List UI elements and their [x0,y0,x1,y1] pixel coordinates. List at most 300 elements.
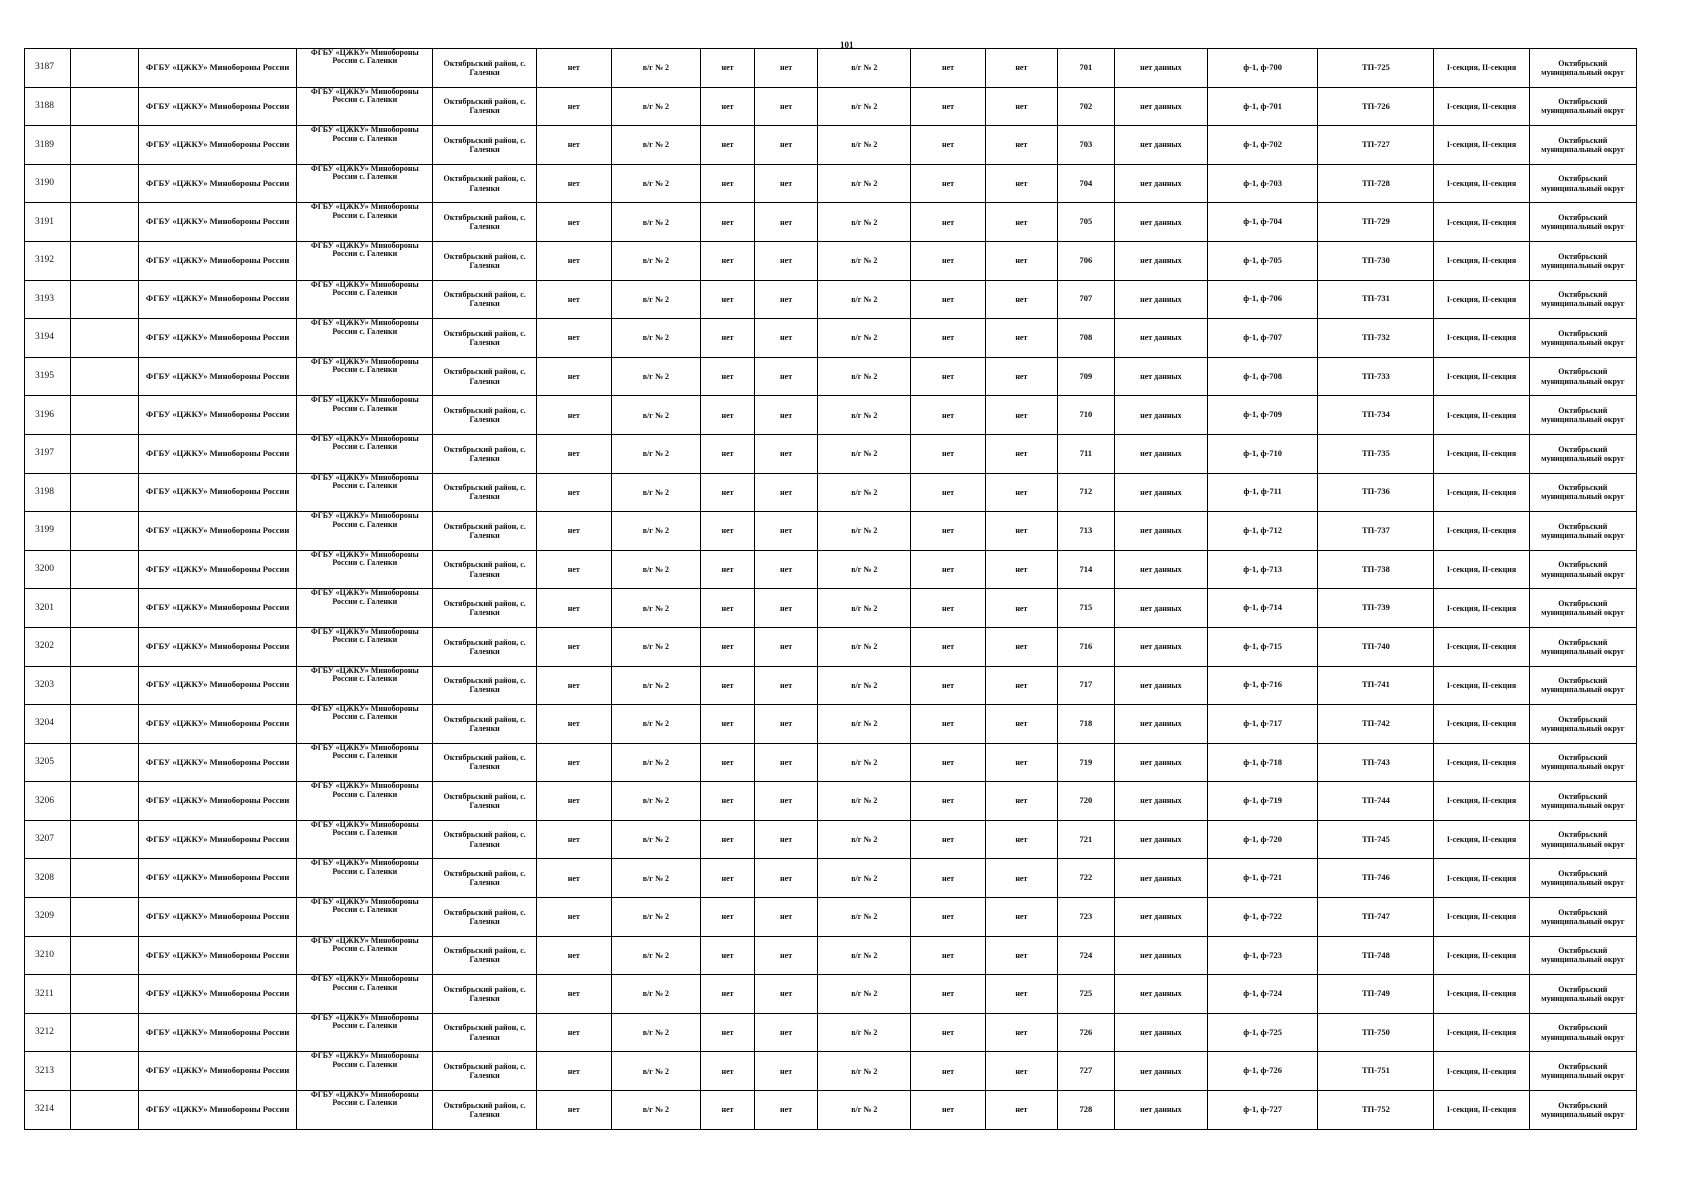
military-town-2-cell: в/г № 2 [818,936,911,975]
row-number: 3213 [25,1052,71,1091]
owner-location-cell: ФГБУ «ЦЖКУ» Минобороны России с. Галенки [297,203,433,242]
owner-cell: ФГБУ «ЦЖКУ» Минобороны России [138,357,297,396]
owner-cell: ФГБУ «ЦЖКУ» Минобороны России [138,627,297,666]
value-c-cell: нет [701,666,755,705]
feeder-cell: ф-1, ф-720 [1207,820,1318,859]
value-d-cell: нет [754,550,817,589]
value-c-cell: нет [701,49,755,88]
empty-cell [70,820,138,859]
district-cell: Октябрьский муниципальный округ [1529,1091,1636,1130]
object-id-cell: 719 [1057,743,1114,782]
district-cell: Октябрьский муниципальный округ [1529,666,1636,705]
substation-cell: ТП-743 [1318,743,1434,782]
data-cell: нет данных [1114,743,1207,782]
owner-location-cell: ФГБУ «ЦЖКУ» Минобороны России с. Галенки [297,782,433,821]
data-cell: нет данных [1114,164,1207,203]
value-a-cell: нет [537,1013,611,1052]
empty-cell [70,550,138,589]
section-cell: I-секция, II-секция [1434,782,1529,821]
owner-location-cell: ФГБУ «ЦЖКУ» Минобороны России с. Галенки [297,589,433,628]
substation-cell: ТП-725 [1318,49,1434,88]
feeder-cell: ф-1, ф-709 [1207,396,1318,435]
empty-cell [70,164,138,203]
object-id-cell: 712 [1057,473,1114,512]
table-row [25,87,1637,126]
feeder-cell: ф-1, ф-708 [1207,357,1318,396]
feeder-cell: ф-1, ф-700 [1207,49,1318,88]
empty-cell [70,1013,138,1052]
substation-cell: ТП-750 [1318,1013,1434,1052]
location-cell: Октябрьский район, с. Галенки [433,280,537,319]
military-town-cell: в/г № 2 [611,1052,701,1091]
row-number: 3192 [25,241,71,280]
owner-location-cell: ФГБУ «ЦЖКУ» Минобороны России с. Галенки [297,319,433,358]
military-town-2-cell: в/г № 2 [818,820,911,859]
row-number: 3188 [25,87,71,126]
section-cell: I-секция, II-секция [1434,1091,1529,1130]
owner-location-cell: ФГБУ «ЦЖКУ» Минобороны России с. Галенки [297,473,433,512]
substation-cell: ТП-751 [1318,1052,1434,1091]
district-cell: Октябрьский муниципальный округ [1529,627,1636,666]
value-d-cell: нет [754,126,817,165]
district-cell: Октябрьский муниципальный округ [1529,512,1636,551]
owner-cell: ФГБУ «ЦЖКУ» Минобороны России [138,1091,297,1130]
data-cell: нет данных [1114,241,1207,280]
location-cell: Октябрьский район, с. Галенки [433,49,537,88]
table-row [25,473,1637,512]
empty-cell [70,589,138,628]
district-cell: Октябрьский муниципальный округ [1529,164,1636,203]
owner-cell: ФГБУ «ЦЖКУ» Минобороны России [138,975,297,1014]
location-cell: Октябрьский район, с. Галенки [433,1052,537,1091]
value-c-cell: нет [701,473,755,512]
object-id-cell: 726 [1057,1013,1114,1052]
data-cell: нет данных [1114,319,1207,358]
table-row [25,859,1637,898]
section-cell: I-секция, II-секция [1434,975,1529,1014]
table-row [25,357,1637,396]
district-cell: Октябрьский муниципальный округ [1529,203,1636,242]
value-f-cell: нет [911,512,985,551]
location-cell: Октябрьский район, с. Галенки [433,164,537,203]
data-cell: нет данных [1114,589,1207,628]
value-d-cell: нет [754,357,817,396]
section-cell: I-секция, II-секция [1434,49,1529,88]
location-cell: Октябрьский район, с. Галенки [433,126,537,165]
feeder-cell: ф-1, ф-718 [1207,743,1318,782]
empty-cell [70,280,138,319]
value-d-cell: нет [754,512,817,551]
owner-location-cell: ФГБУ «ЦЖКУ» Минобороны России с. Галенки [297,280,433,319]
section-cell: I-секция, II-секция [1434,666,1529,705]
location-cell: Октябрьский район, с. Галенки [433,203,537,242]
owner-cell: ФГБУ «ЦЖКУ» Минобороны России [138,1013,297,1052]
data-cell: нет данных [1114,87,1207,126]
value-c-cell: нет [701,705,755,744]
value-f-cell: нет [911,473,985,512]
value-d-cell: нет [754,87,817,126]
object-id-cell: 724 [1057,936,1114,975]
value-g-cell: нет [985,512,1057,551]
owner-location-cell: ФГБУ «ЦЖКУ» Минобороны России с. Галенки [297,627,433,666]
section-cell: I-секция, II-секция [1434,898,1529,937]
value-c-cell: нет [701,319,755,358]
value-d-cell: нет [754,743,817,782]
row-number: 3195 [25,357,71,396]
owner-cell: ФГБУ «ЦЖКУ» Минобороны России [138,898,297,937]
object-id-cell: 714 [1057,550,1114,589]
value-f-cell: нет [911,820,985,859]
value-g-cell: нет [985,357,1057,396]
row-number: 3205 [25,743,71,782]
military-town-2-cell: в/г № 2 [818,550,911,589]
data-cell: нет данных [1114,357,1207,396]
owner-location-cell: ФГБУ «ЦЖКУ» Минобороны России с. Галенки [297,898,433,937]
value-f-cell: нет [911,975,985,1014]
row-number: 3203 [25,666,71,705]
owner-cell: ФГБУ «ЦЖКУ» Минобороны России [138,473,297,512]
row-number: 3207 [25,820,71,859]
section-cell: I-секция, II-секция [1434,705,1529,744]
district-cell: Октябрьский муниципальный округ [1529,589,1636,628]
feeder-cell: ф-1, ф-717 [1207,705,1318,744]
military-town-2-cell: в/г № 2 [818,627,911,666]
value-c-cell: нет [701,550,755,589]
military-town-cell: в/г № 2 [611,820,701,859]
row-number: 3212 [25,1013,71,1052]
row-number: 3204 [25,705,71,744]
owner-cell: ФГБУ «ЦЖКУ» Минобороны России [138,280,297,319]
substation-cell: ТП-742 [1318,705,1434,744]
table-row [25,975,1637,1014]
value-a-cell: нет [537,473,611,512]
value-d-cell: нет [754,627,817,666]
row-number: 3210 [25,936,71,975]
section-cell: I-секция, II-секция [1434,241,1529,280]
owner-location-cell: ФГБУ «ЦЖКУ» Минобороны России с. Галенки [297,1013,433,1052]
value-d-cell: нет [754,666,817,705]
district-cell: Октябрьский муниципальный округ [1529,550,1636,589]
value-g-cell: нет [985,859,1057,898]
value-a-cell: нет [537,666,611,705]
owner-cell: ФГБУ «ЦЖКУ» Минобороны России [138,164,297,203]
object-id-cell: 717 [1057,666,1114,705]
owner-cell: ФГБУ «ЦЖКУ» Минобороны России [138,241,297,280]
owner-cell: ФГБУ «ЦЖКУ» Минобороны России [138,820,297,859]
table-row [25,782,1637,821]
owner-cell: ФГБУ «ЦЖКУ» Минобороны России [138,859,297,898]
owner-location-cell: ФГБУ «ЦЖКУ» Минобороны России с. Галенки [297,1052,433,1091]
empty-cell [70,859,138,898]
empty-cell [70,898,138,937]
object-id-cell: 713 [1057,512,1114,551]
empty-cell [70,396,138,435]
object-id-cell: 725 [1057,975,1114,1014]
value-g-cell: нет [985,280,1057,319]
feeder-cell: ф-1, ф-721 [1207,859,1318,898]
district-cell: Октябрьский муниципальный округ [1529,241,1636,280]
location-cell: Октябрьский район, с. Галенки [433,898,537,937]
substation-cell: ТП-733 [1318,357,1434,396]
value-g-cell: нет [985,396,1057,435]
owner-location-cell: ФГБУ «ЦЖКУ» Минобороны России с. Галенки [297,705,433,744]
location-cell: Октябрьский район, с. Галенки [433,1013,537,1052]
owner-location-cell: ФГБУ «ЦЖКУ» Минобороны России с. Галенки [297,164,433,203]
value-c-cell: нет [701,898,755,937]
section-cell: I-секция, II-секция [1434,936,1529,975]
value-d-cell: нет [754,898,817,937]
location-cell: Октябрьский район, с. Галенки [433,319,537,358]
military-town-cell: в/г № 2 [611,396,701,435]
military-town-2-cell: в/г № 2 [818,396,911,435]
military-town-cell: в/г № 2 [611,1091,701,1130]
value-d-cell: нет [754,434,817,473]
empty-cell [70,1052,138,1091]
row-number: 3189 [25,126,71,165]
object-id-cell: 706 [1057,241,1114,280]
value-f-cell: нет [911,1013,985,1052]
value-f-cell: нет [911,203,985,242]
owner-location-cell: ФГБУ «ЦЖКУ» Минобороны России с. Галенки [297,87,433,126]
object-id-cell: 703 [1057,126,1114,165]
empty-cell [70,782,138,821]
substation-cell: ТП-747 [1318,898,1434,937]
value-a-cell: нет [537,1091,611,1130]
object-id-cell: 721 [1057,820,1114,859]
row-number: 3198 [25,473,71,512]
value-g-cell: нет [985,627,1057,666]
table-row [25,1091,1637,1130]
value-d-cell: нет [754,820,817,859]
data-cell: нет данных [1114,550,1207,589]
owner-cell: ФГБУ «ЦЖКУ» Минобороны России [138,126,297,165]
military-town-cell: в/г № 2 [611,49,701,88]
owner-location-cell: ФГБУ «ЦЖКУ» Минобороны России с. Галенки [297,820,433,859]
value-c-cell: нет [701,975,755,1014]
table-row [25,280,1637,319]
feeder-cell: ф-1, ф-714 [1207,589,1318,628]
object-id-cell: 705 [1057,203,1114,242]
district-cell: Октябрьский муниципальный округ [1529,705,1636,744]
object-id-cell: 723 [1057,898,1114,937]
value-a-cell: нет [537,627,611,666]
military-town-cell: в/г № 2 [611,203,701,242]
value-c-cell: нет [701,126,755,165]
owner-cell: ФГБУ «ЦЖКУ» Минобороны России [138,666,297,705]
value-d-cell: нет [754,859,817,898]
object-id-cell: 720 [1057,782,1114,821]
district-cell: Октябрьский муниципальный округ [1529,319,1636,358]
value-f-cell: нет [911,241,985,280]
row-number: 3193 [25,280,71,319]
value-c-cell: нет [701,743,755,782]
table-row [25,319,1637,358]
military-town-cell: в/г № 2 [611,627,701,666]
military-town-cell: в/г № 2 [611,1013,701,1052]
data-cell: нет данных [1114,203,1207,242]
location-cell: Октябрьский район, с. Галенки [433,241,537,280]
district-cell: Октябрьский муниципальный округ [1529,49,1636,88]
data-cell: нет данных [1114,434,1207,473]
location-cell: Октябрьский район, с. Галенки [433,743,537,782]
value-a-cell: нет [537,203,611,242]
military-town-cell: в/г № 2 [611,975,701,1014]
owner-cell: ФГБУ «ЦЖКУ» Минобороны России [138,203,297,242]
feeder-cell: ф-1, ф-706 [1207,280,1318,319]
value-a-cell: нет [537,782,611,821]
feeder-cell: ф-1, ф-722 [1207,898,1318,937]
data-cell: нет данных [1114,782,1207,821]
table-row [25,627,1637,666]
military-town-2-cell: в/г № 2 [818,1052,911,1091]
military-town-cell: в/г № 2 [611,434,701,473]
table-row [25,1013,1637,1052]
value-d-cell: нет [754,936,817,975]
value-g-cell: нет [985,705,1057,744]
location-cell: Октябрьский район, с. Галенки [433,357,537,396]
object-id-cell: 708 [1057,319,1114,358]
row-number: 3209 [25,898,71,937]
value-c-cell: нет [701,859,755,898]
feeder-cell: ф-1, ф-710 [1207,434,1318,473]
district-cell: Октябрьский муниципальный округ [1529,1013,1636,1052]
object-id-cell: 727 [1057,1052,1114,1091]
value-g-cell: нет [985,1091,1057,1130]
military-town-2-cell: в/г № 2 [818,705,911,744]
location-cell: Октябрьский район, с. Галенки [433,434,537,473]
value-g-cell: нет [985,87,1057,126]
location-cell: Октябрьский район, с. Галенки [433,473,537,512]
military-town-cell: в/г № 2 [611,782,701,821]
object-id-cell: 707 [1057,280,1114,319]
value-f-cell: нет [911,589,985,628]
table-row [25,743,1637,782]
table-row [25,1052,1637,1091]
feeder-cell: ф-1, ф-703 [1207,164,1318,203]
substation-cell: ТП-739 [1318,589,1434,628]
table-row [25,512,1637,551]
substation-cell: ТП-726 [1318,87,1434,126]
value-g-cell: нет [985,898,1057,937]
row-number: 3208 [25,859,71,898]
military-town-2-cell: в/г № 2 [818,473,911,512]
data-cell: нет данных [1114,975,1207,1014]
military-town-2-cell: в/г № 2 [818,434,911,473]
value-g-cell: нет [985,241,1057,280]
substation-cell: ТП-745 [1318,820,1434,859]
value-c-cell: нет [701,936,755,975]
value-c-cell: нет [701,1091,755,1130]
military-town-cell: в/г № 2 [611,512,701,551]
military-town-2-cell: в/г № 2 [818,126,911,165]
value-f-cell: нет [911,434,985,473]
owner-cell: ФГБУ «ЦЖКУ» Минобороны России [138,550,297,589]
section-cell: I-секция, II-секция [1434,589,1529,628]
military-town-cell: в/г № 2 [611,357,701,396]
location-cell: Октябрьский район, с. Галенки [433,782,537,821]
value-a-cell: нет [537,87,611,126]
military-town-2-cell: в/г № 2 [818,49,911,88]
value-d-cell: нет [754,473,817,512]
value-a-cell: нет [537,743,611,782]
military-town-cell: в/г № 2 [611,936,701,975]
empty-cell [70,434,138,473]
military-town-cell: в/г № 2 [611,164,701,203]
object-id-cell: 704 [1057,164,1114,203]
owner-cell: ФГБУ «ЦЖКУ» Минобороны России [138,396,297,435]
empty-cell [70,627,138,666]
table-row [25,589,1637,628]
section-cell: I-секция, II-секция [1434,434,1529,473]
row-number: 3214 [25,1091,71,1130]
military-town-cell: в/г № 2 [611,705,701,744]
feeder-cell: ф-1, ф-701 [1207,87,1318,126]
empty-cell [70,1091,138,1130]
value-c-cell: нет [701,203,755,242]
empty-cell [70,666,138,705]
owner-location-cell: ФГБУ «ЦЖКУ» Минобороны России с. Галенки [297,357,433,396]
value-f-cell: нет [911,782,985,821]
owner-location-cell: ФГБУ «ЦЖКУ» Минобороны России с. Галенки [297,49,433,88]
object-id-cell: 718 [1057,705,1114,744]
value-d-cell: нет [754,49,817,88]
value-g-cell: нет [985,1013,1057,1052]
section-cell: I-секция, II-секция [1434,203,1529,242]
empty-cell [70,512,138,551]
table-row [25,164,1637,203]
value-d-cell: нет [754,164,817,203]
substation-cell: ТП-738 [1318,550,1434,589]
value-d-cell: нет [754,319,817,358]
owner-cell: ФГБУ «ЦЖКУ» Минобороны России [138,434,297,473]
value-f-cell: нет [911,898,985,937]
section-cell: I-секция, II-секция [1434,319,1529,358]
feeder-cell: ф-1, ф-712 [1207,512,1318,551]
object-id-cell: 701 [1057,49,1114,88]
owner-location-cell: ФГБУ «ЦЖКУ» Минобороны России с. Галенки [297,126,433,165]
value-f-cell: нет [911,87,985,126]
value-c-cell: нет [701,241,755,280]
military-town-cell: в/г № 2 [611,898,701,937]
data-cell: нет данных [1114,396,1207,435]
value-d-cell: нет [754,782,817,821]
substation-cell: ТП-729 [1318,203,1434,242]
value-a-cell: нет [537,126,611,165]
section-cell: I-секция, II-секция [1434,743,1529,782]
owner-cell: ФГБУ «ЦЖКУ» Минобороны России [138,319,297,358]
owner-cell: ФГБУ «ЦЖКУ» Минобороны России [138,1052,297,1091]
value-f-cell: нет [911,666,985,705]
row-number: 3201 [25,589,71,628]
value-g-cell: нет [985,126,1057,165]
location-cell: Октябрьский район, с. Галенки [433,1091,537,1130]
feeder-cell: ф-1, ф-713 [1207,550,1318,589]
object-id-cell: 702 [1057,87,1114,126]
row-number: 3191 [25,203,71,242]
location-cell: Октябрьский район, с. Галенки [433,666,537,705]
value-a-cell: нет [537,512,611,551]
section-cell: I-секция, II-секция [1434,859,1529,898]
value-g-cell: нет [985,550,1057,589]
owner-location-cell: ФГБУ «ЦЖКУ» Минобороны России с. Галенки [297,859,433,898]
value-d-cell: нет [754,1013,817,1052]
value-f-cell: нет [911,126,985,165]
military-town-cell: в/г № 2 [611,280,701,319]
section-cell: I-секция, II-секция [1434,1013,1529,1052]
section-cell: I-секция, II-секция [1434,512,1529,551]
object-id-cell: 722 [1057,859,1114,898]
owner-location-cell: ФГБУ «ЦЖКУ» Минобороны России с. Галенки [297,512,433,551]
